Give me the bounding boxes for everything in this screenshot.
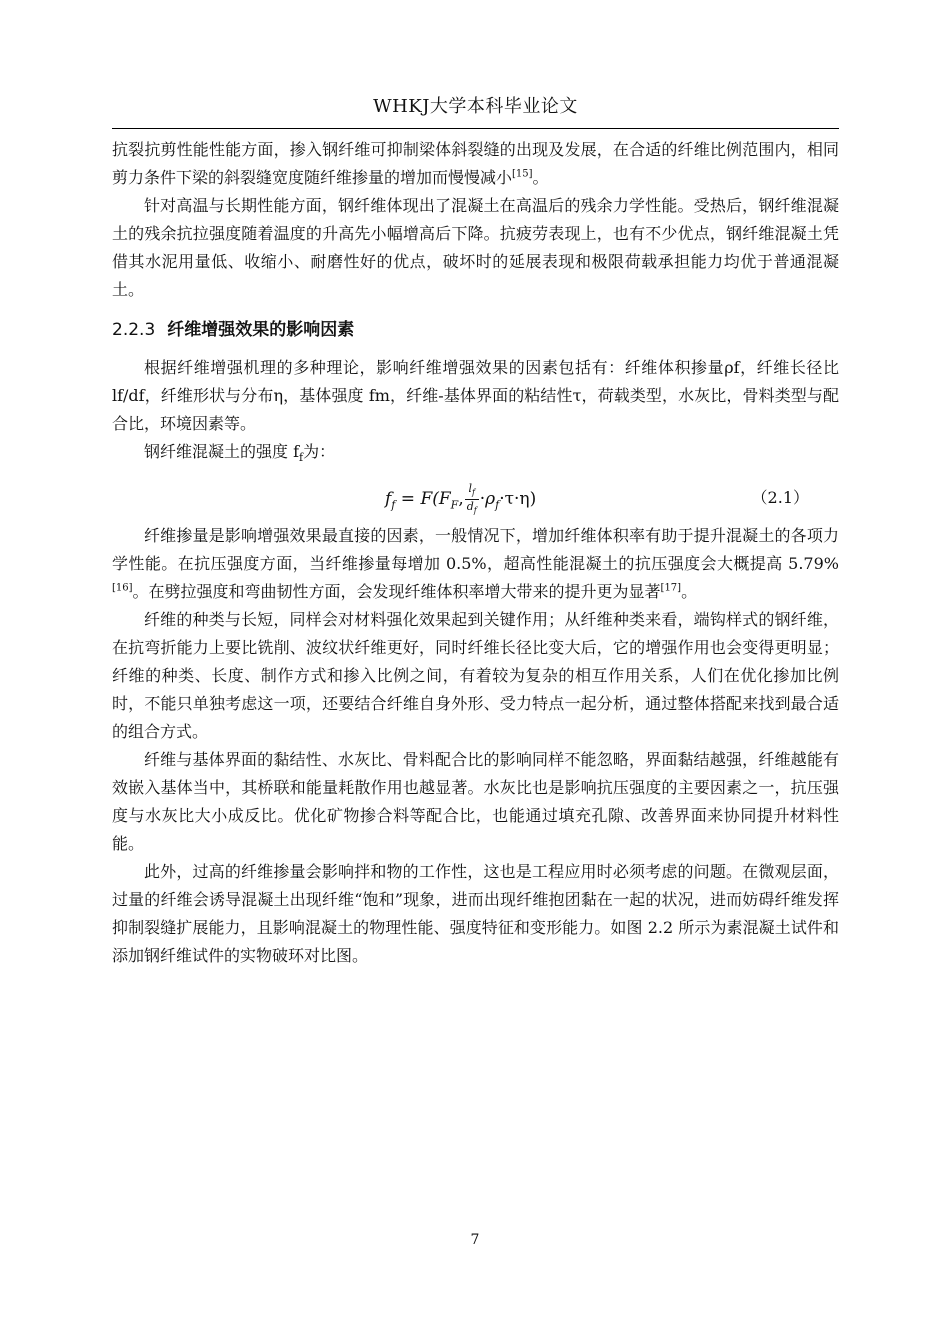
section-heading (112, 316, 839, 344)
paragraph-workability: 此外，过高的纤维掺量会影响拌和物的工作性，这也是工程应用时必须考虑的问题。在微观层面，过量的纤维会诱导混凝土出现纤维“饱和”现象，进而出现纤维抱团黏在一起的状况，进而妨碍纤维发挥抑制裂缝扩展能力，且影响混凝土的物理性能、强度特征和变形能力。如图 2.2 所示为素混凝土试件和添加钢纤维试件的实物破环对比图。 (112, 862, 839, 966)
subscript: f (299, 451, 304, 465)
equation-subscript: f (391, 498, 396, 512)
paragraph-fiber-dosage (112, 522, 839, 606)
equation-tail: ·τ·η) (499, 489, 537, 510)
equation (385, 482, 536, 520)
denominator-symbol: d (466, 500, 474, 514)
equation-block (112, 476, 839, 522)
punctuation: 。 (532, 168, 549, 187)
header-rule (112, 128, 839, 129)
paragraph-text: 为： (303, 442, 336, 461)
equation-rho: ρ (485, 489, 496, 510)
equation-equals: = (400, 489, 416, 510)
punctuation: 。 (681, 582, 698, 602)
citation-ref: [16] (112, 582, 133, 594)
paragraph-high-temperature: 针对高温与长期性能方面，钢纤维体现出了混凝土在高温后的残余力学性能。受热后，钢纤维混凝土的残余抗拉强度随着温度的升高先小幅增高后下降。抗疲劳表现上，也有不少优点，钢纤维混凝土凭借其水泥用量低、收缩小、耐磨性好的优点，破坏时的延展表现和极限荷载承担能力均优于普通混凝土。 (112, 196, 839, 299)
numerator-symbol: l (468, 482, 472, 496)
document-body (112, 136, 839, 970)
section-number: 2.2.3 (112, 320, 156, 340)
equation-subscript: f (495, 498, 500, 512)
section-title: 纤维增强效果的影响因素 (167, 320, 355, 340)
denominator-subscript: f (473, 506, 477, 516)
equation-dot: · (479, 489, 486, 510)
equation-subscript: F (450, 498, 459, 512)
equation-fraction (465, 482, 479, 517)
paragraph-interface: 纤维与基体界面的黏结性、水灰比、骨料配合比的影响同样不能忽略，界面黏结越强，纤维越能有效嵌入基体当中，其桥联和能量耗散作用也越显著。水灰比也是影响抗压强度的主要因素之一，抗压强度与水灰比大小成反比。优化矿物掺合料等配合比，也能通过填充孔隙、改善界面来协同提升材料性能。 (112, 750, 839, 854)
citation-ref: [15] (512, 168, 533, 180)
equation-comma: , (458, 489, 464, 510)
fraction-denominator (465, 500, 479, 517)
fraction-numerator (465, 482, 479, 500)
paragraph-text: 纤维掺量是影响增强效果最直接的因素，一般情况下，增加纤维体积率有助于提升混凝土的各项力学性能。在抗压强度方面，当纤维掺量每增加 0.5%，超高性能混凝土的抗压强度会大概提高 5.79% (112, 526, 839, 574)
page-number: 7 (470, 1232, 480, 1248)
running-header: WHKJ大学本科毕业论文 (373, 96, 578, 117)
paragraph-influence-factors: 根据纤维增强机理的多种理论，影响纤维增强效果的因素包括有：纤维体积掺量ρf，纤维长径比 lf/df，纤维形状与分布η，基体强度 fm，纤维-基体界面的粘结性τ，荷载类型，水灰比，骨料类型与配合比，环境因素等。 (112, 358, 839, 433)
equation-number: （2.1） (751, 488, 809, 508)
numerator-subscript: f (472, 488, 475, 498)
equation-lhs: f (385, 489, 392, 510)
paragraph-shear-crack (112, 136, 839, 192)
paragraph-fiber-type: 纤维的种类与长短，同样会对材料强化效果起到关键作用；从纤维种类来看，端钩样式的钢纤维，在抗弯折能力上要比铣削、波纹状纤维更好，同时纤维长径比变大后，它的增强作用也会变得更明显；纤维的种类、长度、制作方式和掺入比例之间，有着较为复杂的相互作用关系，人们在优化掺加比例时，不能只单独考虑这一项，还要结合纤维自身外形、受力特点一起分析，通过整体搭配来找到最合适的组合方式。 (112, 610, 839, 742)
paragraph-text: 钢纤维混凝土的强度 f (144, 442, 300, 461)
citation-ref: [17] (660, 582, 682, 594)
equation-function: F(F (420, 489, 451, 510)
paragraph-text: 抗裂抗剪性能性能方面，掺入钢纤维可抑制梁体斜裂缝的出现及发展，在合适的纤维比例范围内，相同剪力条件下梁的斜裂缝宽度随纤维掺量的增加而慢慢减小 (112, 140, 839, 187)
paragraph-strength-intro (112, 438, 839, 472)
paragraph-text: 。在劈拉强度和弯曲韧性方面，会发现纤维体积率增大带来的提升更为显著 (132, 582, 661, 602)
